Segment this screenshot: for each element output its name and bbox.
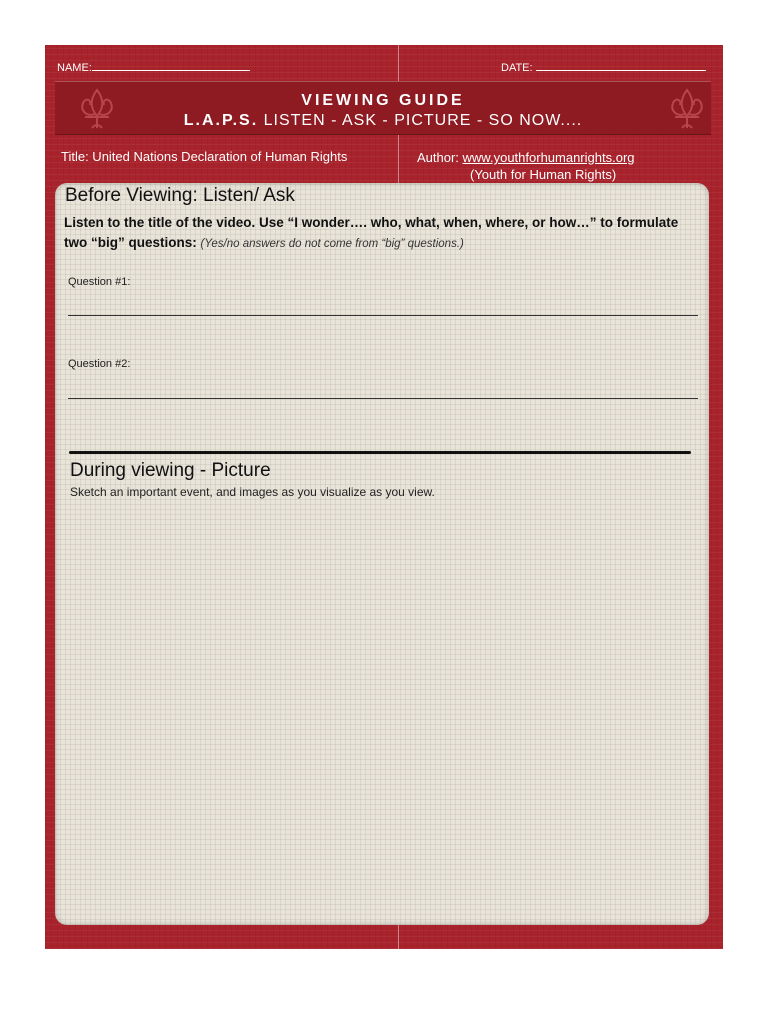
instructions-text: Listen to the title of the video. Use “I wonder…. who, what, when, where, or how…” to formulate two “big” questions: [64,215,679,250]
author-link[interactable]: www.youthforhumanrights.org [462,150,635,165]
title-banner [55,81,711,135]
laps-acronym: L.A.P.S. [183,112,259,129]
video-title: Title: United Nations Declaration of Human Rights [61,149,348,164]
worksheet-panel [55,183,709,925]
name-field[interactable] [57,59,250,79]
worksheet-frame [45,45,723,949]
before-viewing-heading: Before Viewing: Listen/ Ask [65,185,295,206]
author-organization: (Youth for Human Rights) [470,167,617,182]
fleur-de-lis-icon [665,86,709,132]
question-1-label: Question #1: [68,276,131,288]
name-label: NAME: [57,62,92,74]
guide-subtitle [55,112,711,130]
date-label: DATE: [501,62,533,74]
question-2-label: Question #2: [68,358,131,370]
author-label: Author: [417,150,463,165]
before-viewing-instructions [64,213,689,254]
date-blank[interactable] [536,59,706,71]
guide-title: VIEWING GUIDE [301,92,465,109]
date-field[interactable] [501,59,706,79]
instructions-note: (Yes/no answers do not come from “big” questions.) [200,238,464,250]
name-blank[interactable] [92,59,250,71]
question-2-answer-line[interactable] [68,398,698,399]
during-viewing-heading: During viewing - Picture [70,460,271,481]
question-1-answer-line[interactable] [68,315,698,316]
during-viewing-instructions: Sketch an important event, and images as you visualize as you view. [70,485,435,499]
section-divider [69,451,691,454]
laps-steps: LISTEN - ASK - PICTURE - SO NOW.... [258,112,583,129]
video-author [417,149,635,183]
